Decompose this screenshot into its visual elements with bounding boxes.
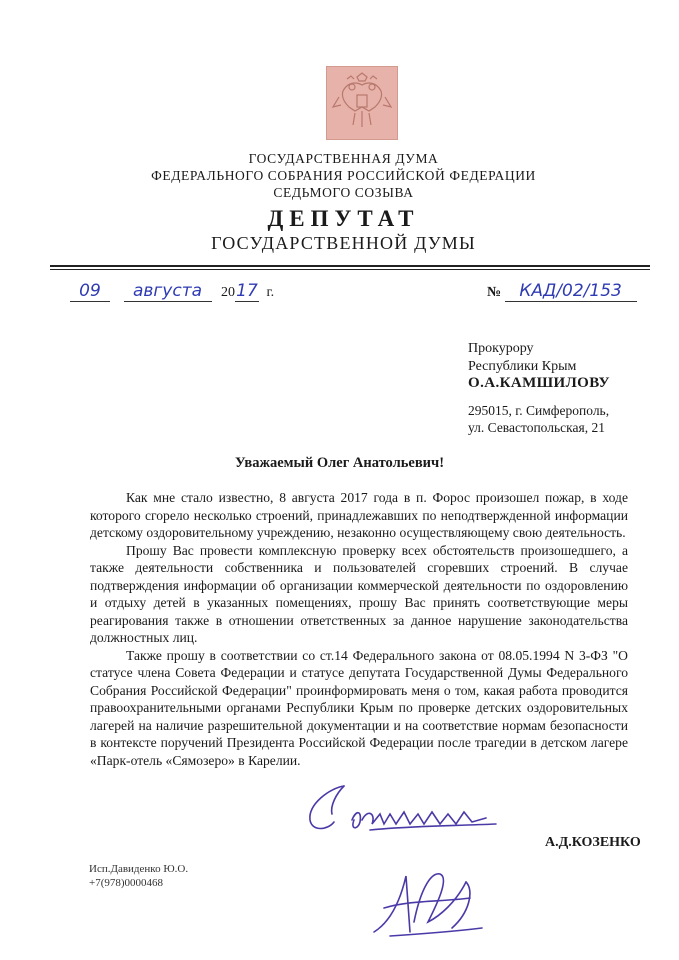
number-value: КАД/02/153 — [505, 281, 637, 302]
header-subtitle: ГОСУДАРСТВЕННОЙ ДУМЫ — [211, 233, 476, 253]
header-line-3: СЕДЬМОГО СОЗЫВА — [273, 185, 414, 200]
addressee-line-2: Республики Крым — [468, 359, 577, 374]
paragraph-3: Также прошу в соответствии со ст.14 Федерального закона от 08.05.1994 N 3-ФЗ "О статусе члена Совета Федерации и статусе депутата Государственной Думы Федерального Собрания Российской Федерации" проинформировать меня о том, какая работа проводится правоохранительными органами Республики Крым по проверке детских оздоровительных лагерей на наличие разрешительной документации и на соответствие нормам безопасности в контексте поручений Президента Российской Федерации после трагедии в детском лагере «Парк-отель «Сямозеро» в Карелии. — [90, 647, 628, 768]
date-year-prefix: 20 — [221, 285, 235, 300]
signature-name: А.Д.КОЗЕНКО — [545, 835, 641, 850]
date-year-suffix: 17 — [236, 281, 258, 301]
header-title: ДЕПУТАТ — [267, 206, 420, 231]
coat-of-arms-emblem — [326, 66, 398, 140]
header-line-1: ГОСУДАРСТВЕННАЯ ДУМА — [248, 151, 439, 166]
date-month: августа — [124, 281, 212, 302]
letter-body — [90, 489, 628, 769]
letter-number — [487, 281, 637, 302]
date-day: 09 — [70, 281, 110, 302]
header-divider-thin — [50, 269, 650, 270]
addressee-address-1: 295015, г. Симферополь, — [468, 403, 610, 418]
addressee-name: О.А.КАМШИЛОВУ — [468, 375, 610, 391]
handwritten-signature — [300, 780, 510, 850]
executor-phone: +7(978)0000468 — [89, 877, 164, 889]
date-suffix: г. — [266, 285, 275, 300]
header-divider-thick — [50, 265, 650, 267]
salutation: Уважаемый Олег Анатольевич! — [234, 455, 445, 471]
addressee-address-2: ул. Севастопольская, 21 — [468, 420, 605, 435]
paragraph-2: Прошу Вас провести комплексную проверку всех обстоятельств произошедшего, а также деятельности собственника и пользователей сгоревших строений. В случае подтверждения информации об организации коммерческой деятельности по оздоровлению и отдыху детей в указанных помещениях, прошу Вас принять соответствующие меры реагирования также в отношении ответственных за данное нарушение законодательства должностных лиц. — [90, 542, 628, 645]
number-prefix: № — [487, 285, 502, 300]
double-headed-eagle-icon — [327, 67, 397, 139]
paragraph-1: Как мне стало известно, 8 августа 2017 года в п. Форос произошел пожар, в ходе которого сгорело несколько строений, принадлежавших по неподтвержденной информации детскому оздоровительному учреждению, незаконно осуществляющему свою деятельность. — [90, 490, 628, 540]
second-signature-mark — [370, 862, 490, 942]
executor-name: Исп.Давиденко Ю.О. — [89, 863, 189, 875]
header-line-2: ФЕДЕРАЛЬНОГО СОБРАНИЯ РОССИЙСКОЙ ФЕДЕРАЦИИ — [151, 168, 536, 183]
letter-date — [70, 281, 274, 302]
addressee-line-1: Прокурору — [468, 341, 534, 356]
